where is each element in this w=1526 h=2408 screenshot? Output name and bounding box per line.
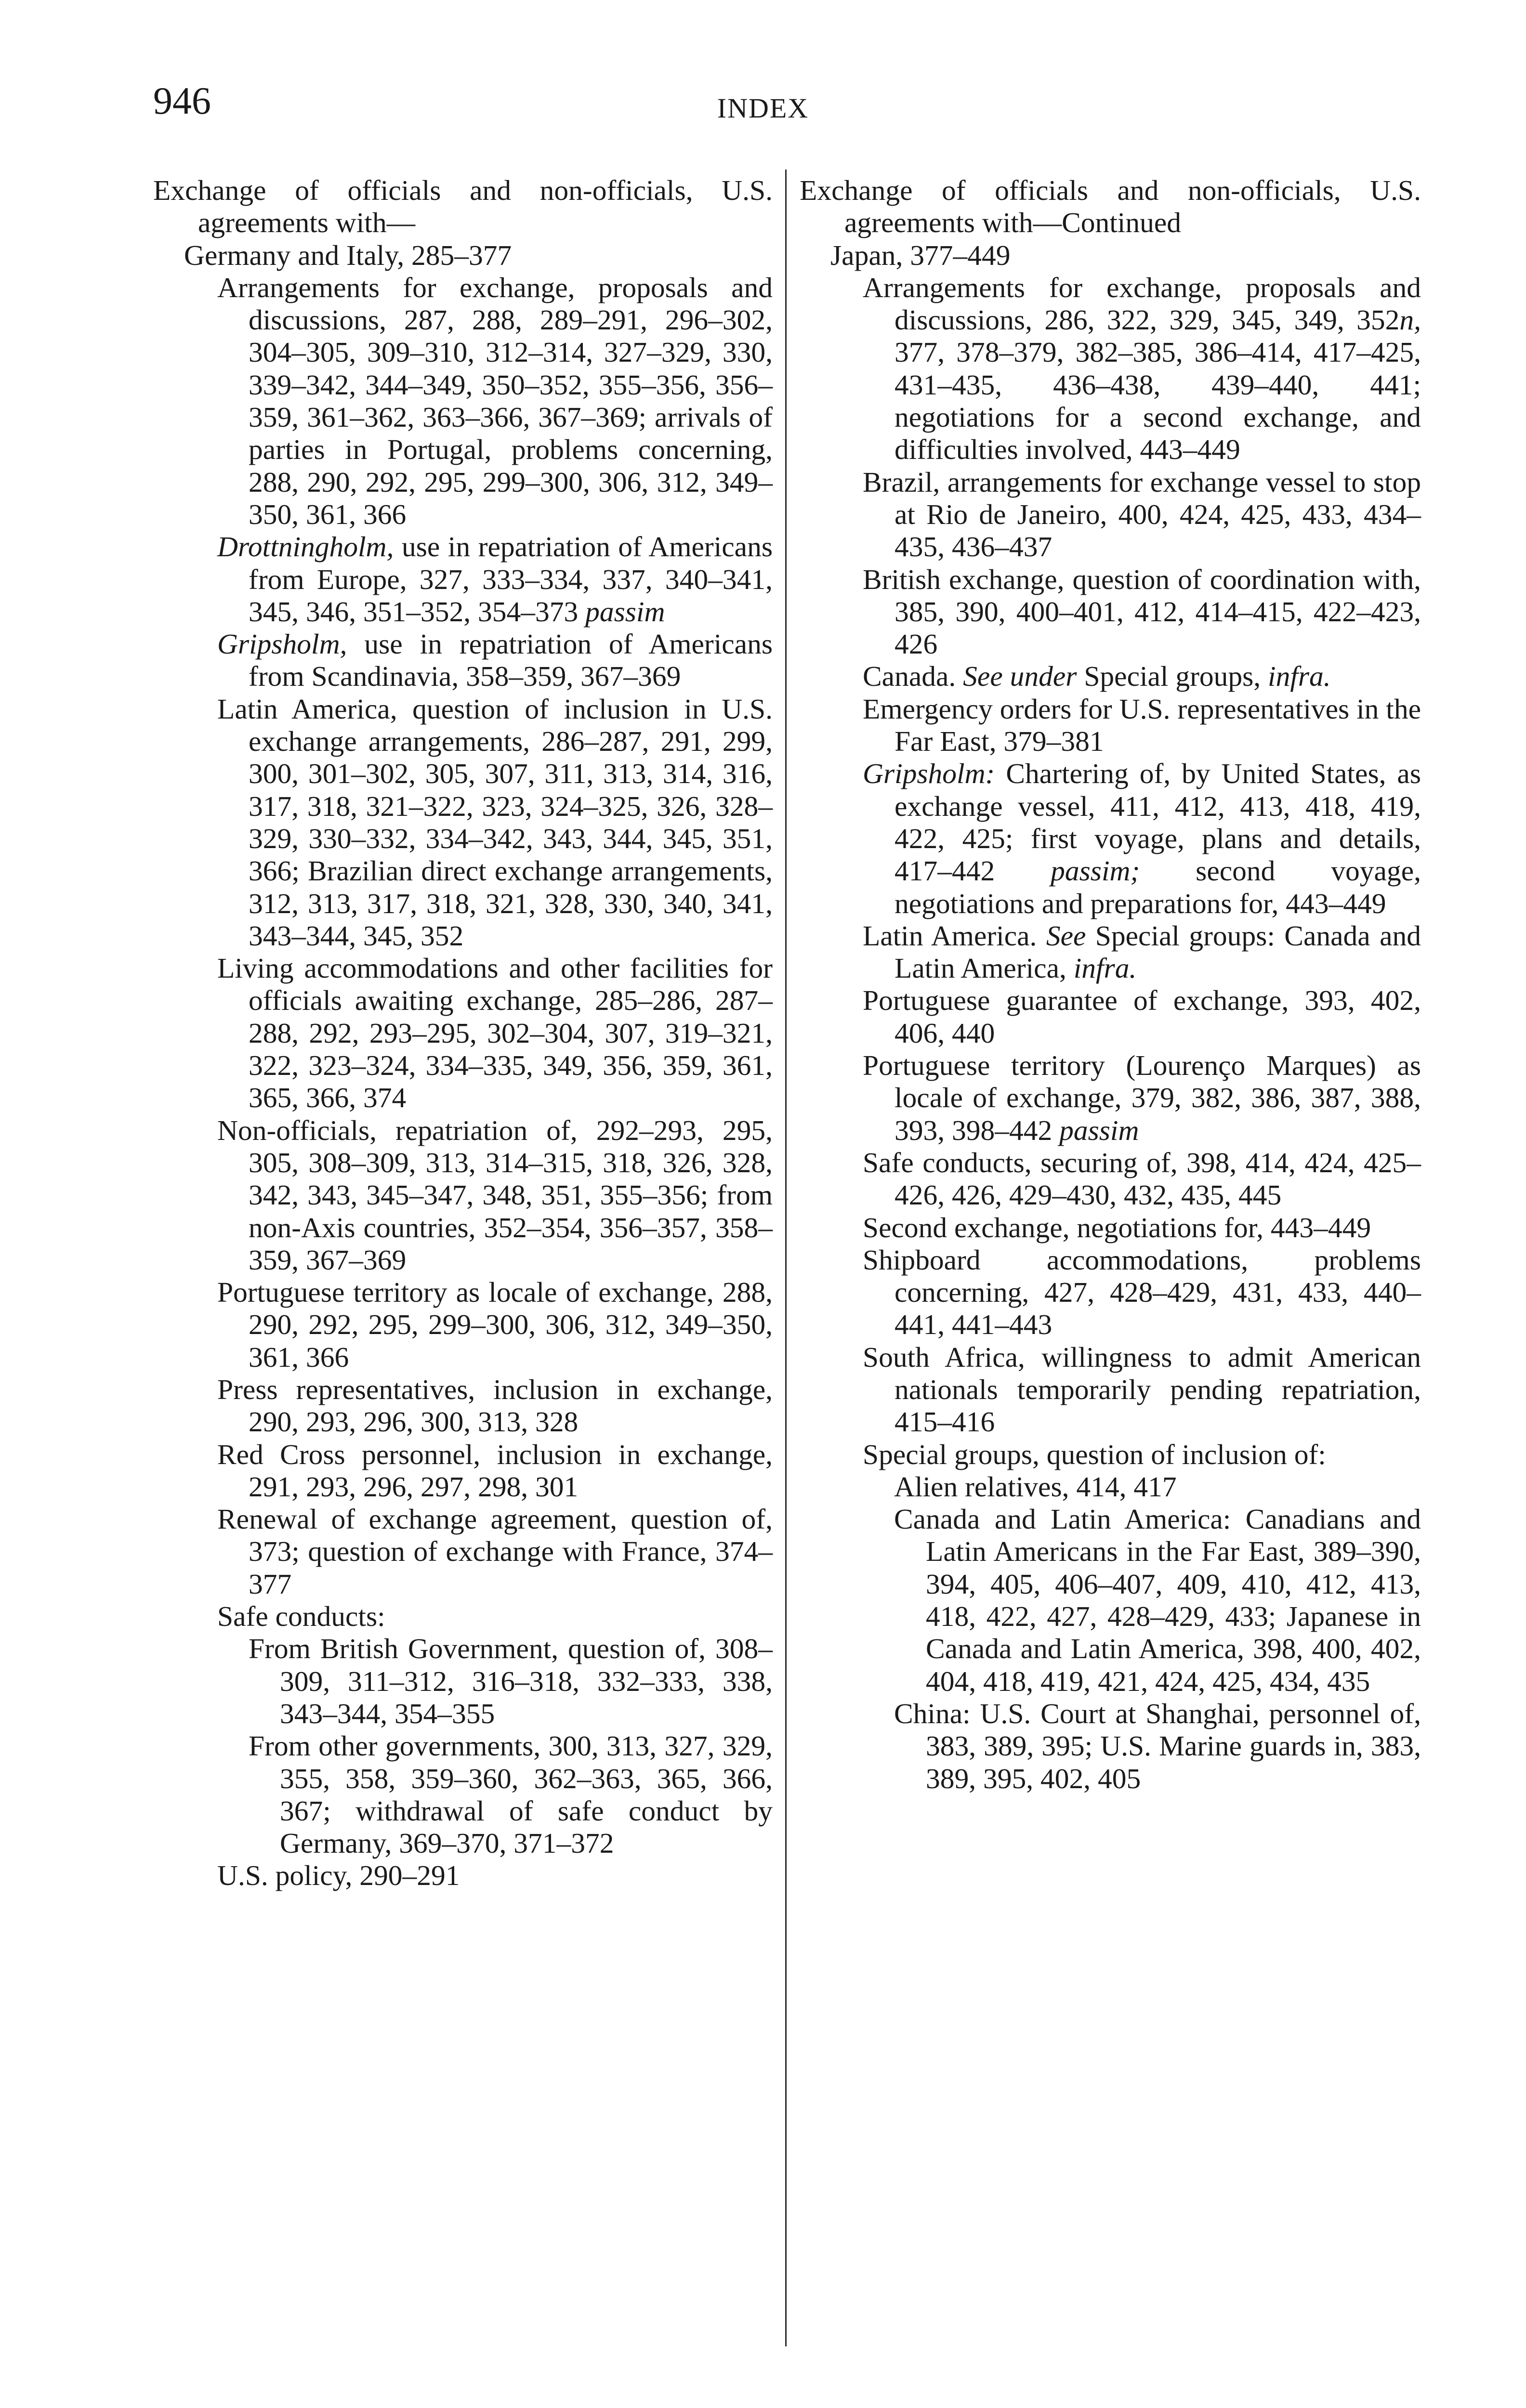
cross-reference: infra. — [1268, 660, 1331, 693]
passim-note: passim — [585, 595, 665, 628]
index-entry — [153, 531, 773, 628]
entry-text: Arrangements for exchange, proposals and discussions, 286, 322, 329, 345, 349, 352 — [863, 271, 1421, 336]
cross-reference: See — [1046, 919, 1086, 952]
index-entry: Portuguese guarantee of exchange, 393, 402, 406, 440 — [863, 984, 1421, 1049]
entry-text: use in repatriation of Americans from Europe, 327, 333–334, 337, 340–341, 345, 346, 351–352, 354–373 — [249, 531, 773, 628]
index-entry — [153, 628, 773, 693]
index-entry: U.S. policy, 290–291 — [217, 1859, 460, 1892]
index-entry: Safe conducts: — [217, 1600, 385, 1633]
entry-text: 377, 378–379, 382–385, 386–414, 417–425, 431–435, 436–438, 439–440, 441; negotiations for a second exchange, and difficulties involved, 443–449 — [895, 336, 1421, 466]
index-entry: Renewal of exchange agreement, question of, 373; question of exchange with France, 374–377 — [217, 1503, 773, 1600]
index-heading: Exchange of officials and non-officials, U.S. agreements with—Continued — [800, 174, 1421, 239]
ship-name: Gripsholm: — [863, 758, 995, 790]
index-entry: Safe conducts, securing of, 398, 414, 424, 425–426, 426, 429–430, 432, 435, 445 — [863, 1146, 1421, 1211]
index-heading: Exchange of officials and non-officials, U.S. agreements with— — [153, 174, 773, 239]
index-subentry: From other governments, 300, 313, 327, 329, 355, 358, 359–360, 362–363, 365, 366, 367; withdrawal of safe conduct by Germany, 369–370, 371–372 — [249, 1730, 773, 1859]
index-column-right — [800, 174, 1421, 1795]
entry-text: Latin America. — [863, 919, 1046, 952]
index-subentry: Canada and Latin America: Canadians and Latin Americans in the Far East, 389–390, 394, 405, 406–407, 409, 410, 412, 413, 418, 422, 427, 428–429, 433; Japanese in Canada and Latin America, 398, 400, 402, 404, 418, 419, 421, 424, 425, 434, 435 — [894, 1503, 1421, 1697]
index-entry — [800, 272, 1421, 466]
index-subheading: Japan, 377–449 — [830, 239, 1011, 271]
index-entry: Shipboard accommodations, problems concerning, 427, 428–429, 431, 433, 440–441, 441–443 — [863, 1243, 1421, 1341]
index-entry — [800, 1049, 1421, 1147]
index-entry: Second exchange, negotiations for, 443–449 — [863, 1211, 1371, 1243]
cross-reference: infra. — [1073, 952, 1137, 984]
entry-text: Special groups: Canada and Latin America, — [895, 919, 1421, 984]
index-entry — [800, 758, 1421, 919]
entry-text: Chartering of, by United States, as exchange vessel, 411, 412, 413, 418, 419, 422, 425; first voyage, plans and details, 417–442 — [895, 758, 1421, 887]
index-subentry: China: U.S. Court at Shanghai, personnel of, 383, 389, 395; U.S. Marine guards in, 383, 389, 395, 402, 405 — [894, 1697, 1421, 1794]
index-entry: Press representatives, inclusion in exchange, 290, 293, 296, 300, 313, 328 — [217, 1373, 773, 1438]
entry-text: use in repatriation of Americans from Scandinavia, 358–359, 367–369 — [249, 628, 773, 693]
index-subheading: Germany and Italy, 285–377 — [184, 239, 512, 271]
entry-text: second voyage, negotiations and preparations for, 443–449 — [895, 855, 1421, 919]
cross-reference: See under — [963, 660, 1077, 693]
index-entry — [800, 660, 1421, 693]
entry-text: Portuguese territory (Lourenço Marques) as locale of exchange, 379, 382, 386, 387, 388, 393, 398–442 — [863, 1049, 1421, 1146]
passim-note: passim — [1059, 1114, 1139, 1146]
passim-note: passim; — [1051, 855, 1140, 887]
entry-text: Canada. — [863, 660, 963, 693]
ship-name: Drottningholm, — [217, 531, 394, 563]
index-entry: South Africa, willingness to admit American nationals temporarily pending repatriation, 415–416 — [863, 1341, 1421, 1438]
index-subentry: From British Government, question of, 308–309, 311–312, 316–318, 332–333, 338, 343–344, 354–355 — [249, 1633, 773, 1729]
index-entry: British exchange, question of coordination with, 385, 390, 400–401, 412, 414–415, 422–423, 426 — [863, 563, 1421, 660]
index-entry: Arrangements for exchange, proposals and discussions, 287, 288, 289–291, 296–302, 304–305, 309–310, 312–314, 327–329, 330, 339–342, 344–349, 350–352, 355–356, 356–359, 361–362, 363–366, 367–369; arrivals of parties in Portugal, problems concerning, 288, 290, 292, 295, 299–300, 306, 312, 349–350, 361, 366 — [217, 271, 773, 530]
entry-text: Special groups, — [1077, 660, 1268, 693]
page-number: 946 — [153, 80, 211, 122]
index-entry: Emergency orders for U.S. representatives in the Far East, 379–381 — [863, 693, 1421, 758]
index-entry: Special groups, question of inclusion of: — [863, 1438, 1326, 1470]
index-entry: Brazil, arrangements for exchange vessel to stop at Rio de Janeiro, 400, 424, 425, 433, 434–435, 436–437 — [863, 466, 1421, 563]
index-subentry: Alien relatives, 414, 417 — [894, 1470, 1177, 1503]
note-marker: n, — [1399, 304, 1421, 336]
ship-name: Gripsholm, — [217, 628, 347, 660]
index-entry: Latin America, question of inclusion in U.S. exchange arrangements, 286–287, 291, 299, 300, 301–302, 305, 307, 311, 313, 314, 316, 317, 318, 321–322, 323, 324–325, 326, 328–329, 330–332, 334–342, 343, 344, 345, 351, 366; Brazilian direct exchange arrangements, 312, 313, 317, 318, 321, 328, 330, 340, 341, 343–344, 345, 352 — [217, 693, 773, 952]
column-rule — [785, 170, 787, 2346]
index-entry — [800, 920, 1421, 985]
running-head: INDEX — [717, 92, 809, 124]
index-column-left — [153, 174, 773, 1892]
index-entry: Portuguese territory as locale of exchange, 288, 290, 292, 295, 299–300, 306, 312, 349–350, 361, 366 — [217, 1276, 773, 1373]
index-entry: Red Cross personnel, inclusion in exchange, 291, 293, 296, 297, 298, 301 — [217, 1438, 773, 1503]
index-entry: Non-officials, repatriation of, 292–293, 295, 305, 308–309, 313, 314–315, 318, 326, 328, 342, 343, 345–347, 348, 351, 355–356; from non-Axis countries, 352–354, 356–357, 358–359, 367–369 — [217, 1114, 773, 1276]
index-entry: Living accommodations and other facilities for officials awaiting exchange, 285–286, 287–288, 292, 293–295, 302–304, 307, 319–321, 322, 323–324, 334–335, 349, 356, 359, 361, 365, 366, 374 — [217, 952, 773, 1114]
